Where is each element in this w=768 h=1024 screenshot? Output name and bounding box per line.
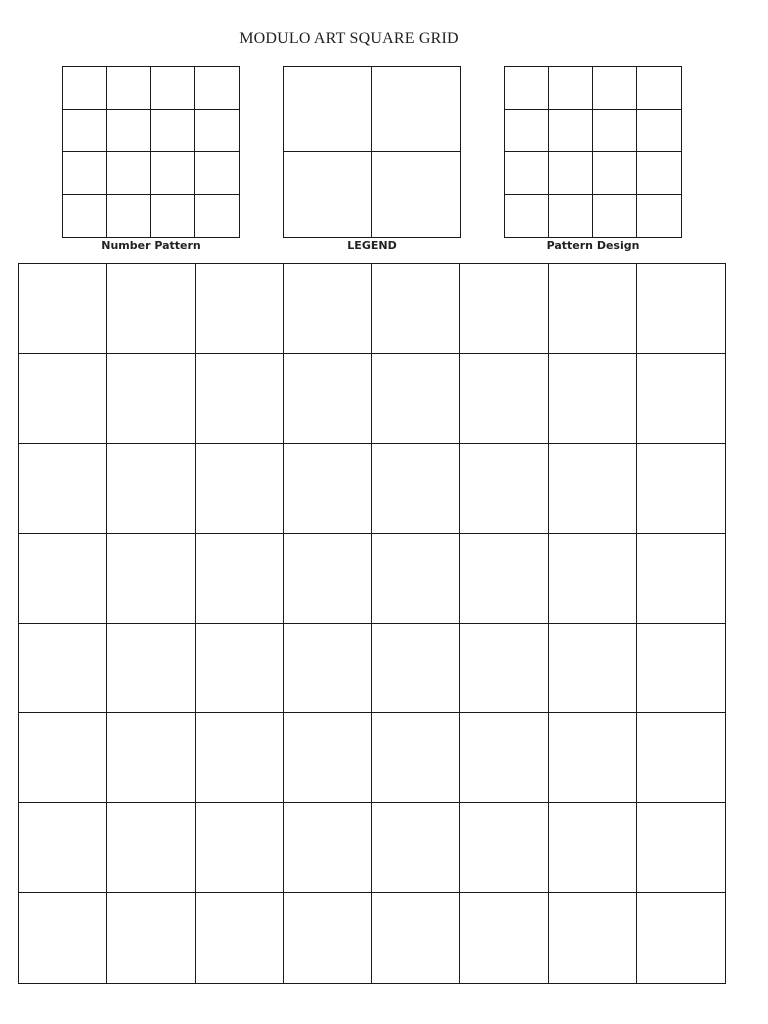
grid-cell bbox=[549, 195, 593, 238]
grid-cell bbox=[196, 354, 284, 444]
grid-cell bbox=[19, 354, 107, 444]
grid-cell bbox=[505, 110, 549, 153]
grid-cell bbox=[284, 67, 372, 152]
grid-cell bbox=[460, 264, 548, 354]
grid-cell bbox=[63, 152, 107, 195]
grid-cell bbox=[195, 195, 239, 238]
grid-cell bbox=[549, 893, 637, 983]
grid-cell bbox=[549, 713, 637, 803]
grid-cell bbox=[107, 803, 195, 893]
grid-cell bbox=[196, 713, 284, 803]
grid-cell bbox=[637, 354, 725, 444]
grid-cell bbox=[372, 264, 460, 354]
grid-cell bbox=[284, 534, 372, 624]
grid-cell bbox=[637, 152, 681, 195]
legend-grid bbox=[283, 66, 461, 238]
grid-cell bbox=[637, 803, 725, 893]
grid-cell bbox=[505, 195, 549, 238]
main-square-grid bbox=[18, 263, 726, 984]
grid-cell bbox=[637, 264, 725, 354]
grid-cell bbox=[637, 195, 681, 238]
grid-cell bbox=[107, 195, 151, 238]
grid-cell bbox=[107, 110, 151, 153]
grid-cell bbox=[460, 893, 548, 983]
grid-cell bbox=[372, 67, 460, 152]
grid-cell bbox=[195, 110, 239, 153]
grid-cell bbox=[107, 152, 151, 195]
grid-cell bbox=[63, 67, 107, 110]
grid-cell bbox=[151, 152, 195, 195]
grid-cell bbox=[19, 264, 107, 354]
grid-cell bbox=[549, 444, 637, 534]
grid-cell bbox=[107, 264, 195, 354]
grid-cell bbox=[196, 893, 284, 983]
grid-cell bbox=[107, 893, 195, 983]
pattern-design-label: Pattern Design bbox=[546, 239, 640, 252]
grid-cell bbox=[549, 354, 637, 444]
number-pattern-label: Number Pattern bbox=[101, 239, 201, 252]
grid-cell bbox=[637, 67, 681, 110]
grid-cell bbox=[460, 444, 548, 534]
grid-cell bbox=[549, 803, 637, 893]
grid-cell bbox=[151, 110, 195, 153]
grid-cell bbox=[460, 713, 548, 803]
grid-cell bbox=[372, 354, 460, 444]
grid-cell bbox=[593, 152, 637, 195]
grid-cell bbox=[284, 354, 372, 444]
grid-cell bbox=[107, 444, 195, 534]
grid-cell bbox=[549, 110, 593, 153]
grid-cell bbox=[593, 110, 637, 153]
grid-cell bbox=[19, 893, 107, 983]
grid-cell bbox=[284, 713, 372, 803]
grid-cell bbox=[195, 152, 239, 195]
page-title: MODULO ART SQUARE GRID bbox=[239, 30, 459, 47]
grid-cell bbox=[372, 713, 460, 803]
grid-cell bbox=[460, 624, 548, 714]
grid-cell bbox=[284, 624, 372, 714]
grid-cell bbox=[372, 624, 460, 714]
grid-cell bbox=[151, 195, 195, 238]
grid-cell bbox=[372, 803, 460, 893]
number-pattern-grid bbox=[62, 66, 240, 238]
grid-cell bbox=[19, 713, 107, 803]
pattern-design-grid bbox=[504, 66, 682, 238]
grid-cell bbox=[63, 195, 107, 238]
grid-cell bbox=[284, 803, 372, 893]
grid-cell bbox=[19, 803, 107, 893]
grid-cell bbox=[372, 152, 460, 237]
grid-cell bbox=[460, 354, 548, 444]
grid-cell bbox=[372, 444, 460, 534]
grid-cell bbox=[637, 534, 725, 624]
grid-cell bbox=[19, 534, 107, 624]
grid-cell bbox=[107, 624, 195, 714]
grid-cell bbox=[107, 713, 195, 803]
grid-cell bbox=[107, 534, 195, 624]
grid-cell bbox=[284, 264, 372, 354]
grid-cell bbox=[372, 893, 460, 983]
grid-cell bbox=[549, 152, 593, 195]
grid-cell bbox=[593, 67, 637, 110]
legend-label: LEGEND bbox=[347, 239, 397, 252]
grid-cell bbox=[107, 67, 151, 110]
grid-cell bbox=[637, 110, 681, 153]
grid-cell bbox=[284, 152, 372, 237]
grid-cell bbox=[284, 893, 372, 983]
grid-cell bbox=[549, 624, 637, 714]
grid-cell bbox=[195, 67, 239, 110]
grid-cell bbox=[637, 444, 725, 534]
grid-cell bbox=[549, 264, 637, 354]
grid-cell bbox=[460, 803, 548, 893]
grid-cell bbox=[151, 67, 195, 110]
grid-cell bbox=[593, 195, 637, 238]
grid-cell bbox=[460, 534, 548, 624]
grid-cell bbox=[196, 624, 284, 714]
grid-cell bbox=[372, 534, 460, 624]
grid-cell bbox=[284, 444, 372, 534]
grid-cell bbox=[505, 152, 549, 195]
grid-cell bbox=[505, 67, 549, 110]
grid-cell bbox=[637, 713, 725, 803]
grid-cell bbox=[637, 893, 725, 983]
grid-cell bbox=[196, 803, 284, 893]
grid-cell bbox=[196, 264, 284, 354]
grid-cell bbox=[19, 624, 107, 714]
grid-cell bbox=[196, 534, 284, 624]
grid-cell bbox=[107, 354, 195, 444]
grid-cell bbox=[549, 534, 637, 624]
grid-cell bbox=[63, 110, 107, 153]
grid-cell bbox=[196, 444, 284, 534]
grid-cell bbox=[549, 67, 593, 110]
grid-cell bbox=[19, 444, 107, 534]
grid-cell bbox=[637, 624, 725, 714]
